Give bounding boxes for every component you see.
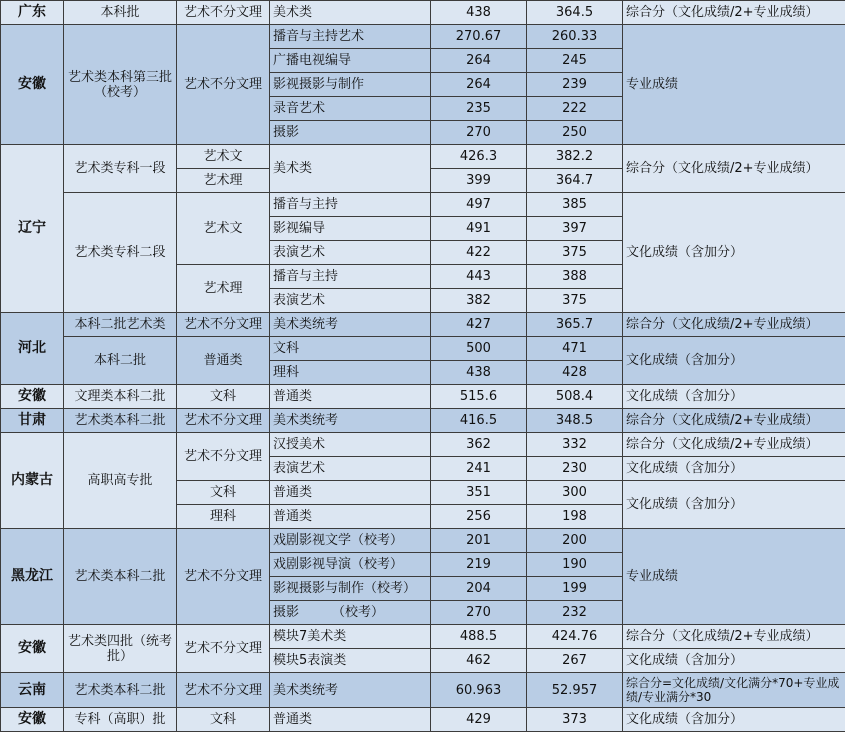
score-b-cell: 471 [527,337,623,361]
score-b-cell: 239 [527,73,623,97]
score-note-cell: 文化成绩（含加分） [623,193,845,313]
score-b-cell: 397 [527,217,623,241]
major-cell: 汉授美术 [270,433,431,457]
score-b-cell: 332 [527,433,623,457]
score-b-cell: 375 [527,289,623,313]
major-cell: 影视摄影与制作 [270,73,431,97]
major-cell: 模块7美术类 [270,625,431,649]
score-b-cell: 222 [527,97,623,121]
score-note-cell: 文化成绩（含加分） [623,457,845,481]
batch-cell: 本科二批 [64,337,177,385]
province-cell: 甘肃 [1,409,64,433]
province-cell: 内蒙古 [1,433,64,529]
score-a-cell: 270 [431,601,527,625]
score-note-cell: 综合分（文化成绩/2+专业成绩） [623,409,845,433]
batch-cell: 艺术类本科二批 [64,409,177,433]
score-note-cell: 综合分=文化成绩/文化满分*70+专业成绩/专业满分*30 [623,673,845,708]
table-row [1,409,845,433]
score-b-cell: 245 [527,49,623,73]
score-b-cell: 428 [527,361,623,385]
score-b-cell: 364.7 [527,169,623,193]
subject-cell: 文科 [177,385,270,409]
score-b-cell: 200 [527,529,623,553]
major-cell: 文科 [270,337,431,361]
batch-cell: 艺术类专科二段 [64,193,177,313]
province-cell: 安徽 [1,25,64,145]
major-cell: 广播电视编导 [270,49,431,73]
major-cell: 戏剧影视文学（校考） [270,529,431,553]
table-row [1,337,845,361]
score-a-cell: 497 [431,193,527,217]
batch-cell: 艺术类四批（统考批） [64,625,177,673]
subject-cell: 艺术文 [177,193,270,265]
table-row [1,625,845,649]
score-note-cell: 专业成绩 [623,529,845,625]
subject-cell: 理科 [177,505,270,529]
score-a-cell: 427 [431,313,527,337]
table-row [1,673,845,708]
major-cell: 播音与主持 [270,265,431,289]
subject-cell: 艺术文 [177,145,270,169]
table-row [1,193,845,217]
score-b-cell: 365.7 [527,313,623,337]
score-a-cell: 270 [431,121,527,145]
major-cell: 影视摄影与制作（校考） [270,577,431,601]
score-note-cell: 文化成绩（含加分） [623,649,845,673]
score-b-cell: 199 [527,577,623,601]
province-cell: 河北 [1,313,64,385]
score-a-cell: 500 [431,337,527,361]
score-b-cell: 250 [527,121,623,145]
score-b-cell: 348.5 [527,409,623,433]
score-a-cell: 438 [431,361,527,385]
score-a-cell: 462 [431,649,527,673]
subject-cell: 艺术不分文理 [177,433,270,481]
score-a-cell: 264 [431,49,527,73]
score-a-cell: 382 [431,289,527,313]
major-cell: 美术类统考 [270,409,431,433]
score-note-cell: 专业成绩 [623,25,845,145]
score-note-cell: 综合分（文化成绩/2+专业成绩） [623,313,845,337]
batch-cell: 本科二批艺术类 [64,313,177,337]
score-a-cell: 422 [431,241,527,265]
subject-cell: 文科 [177,708,270,732]
major-cell: 影视编导 [270,217,431,241]
batch-cell: 文理类本科二批 [64,385,177,409]
batch-cell: 艺术类本科第三批（校考） [64,25,177,145]
subject-cell: 艺术不分文理 [177,313,270,337]
score-a-cell: 443 [431,265,527,289]
score-a-cell: 60.963 [431,673,527,708]
major-cell: 播音与主持艺术 [270,25,431,49]
score-b-cell: 198 [527,505,623,529]
batch-cell: 专科（高职）批 [64,708,177,732]
batch-cell: 艺术类专科一段 [64,145,177,193]
subject-cell: 艺术不分文理 [177,1,270,25]
table-row [1,385,845,409]
score-b-cell: 373 [527,708,623,732]
score-a-cell: 256 [431,505,527,529]
major-cell: 理科 [270,361,431,385]
major-cell: 表演艺术 [270,289,431,313]
batch-cell: 艺术类本科二批 [64,673,177,708]
score-b-cell: 52.957 [527,673,623,708]
score-a-cell: 429 [431,708,527,732]
major-cell: 普通类 [270,385,431,409]
score-a-cell: 204 [431,577,527,601]
score-a-cell: 270.67 [431,25,527,49]
score-a-cell: 362 [431,433,527,457]
major-cell: 戏剧影视导演（校考） [270,553,431,577]
score-b-cell: 382.2 [527,145,623,169]
major-cell: 普通类 [270,481,431,505]
subject-cell: 艺术不分文理 [177,409,270,433]
major-cell: 播音与主持 [270,193,431,217]
score-note-cell: 综合分（文化成绩/2+专业成绩） [623,145,845,193]
score-a-cell: 235 [431,97,527,121]
score-a-cell: 491 [431,217,527,241]
score-note-cell: 综合分（文化成绩/2+专业成绩） [623,625,845,649]
province-cell: 辽宁 [1,145,64,313]
major-cell: 美术类统考 [270,313,431,337]
score-a-cell: 351 [431,481,527,505]
score-note-cell: 文化成绩（含加分） [623,708,845,732]
table-row [1,708,845,732]
score-b-cell: 267 [527,649,623,673]
score-b-cell: 364.5 [527,1,623,25]
score-b-cell: 375 [527,241,623,265]
subject-cell: 艺术不分文理 [177,529,270,625]
province-cell: 安徽 [1,385,64,409]
score-note-cell: 综合分（文化成绩/2+专业成绩） [623,433,845,457]
batch-cell: 艺术类本科二批 [64,529,177,625]
major-cell: 普通类 [270,708,431,732]
major-cell: 普通类 [270,505,431,529]
score-note-cell: 文化成绩（含加分） [623,337,845,385]
table-row [1,433,845,457]
major-cell: 表演艺术 [270,457,431,481]
score-note-cell: 综合分（文化成绩/2+专业成绩） [623,1,845,25]
score-a-cell: 264 [431,73,527,97]
table-row [1,145,845,169]
score-b-cell: 260.33 [527,25,623,49]
score-b-cell: 424.76 [527,625,623,649]
score-a-cell: 219 [431,553,527,577]
major-cell: 摄影 （校考） [270,601,431,625]
subject-cell: 艺术不分文理 [177,625,270,673]
major-cell: 摄影 [270,121,431,145]
subject-cell: 文科 [177,481,270,505]
major-cell: 表演艺术 [270,241,431,265]
score-a-cell: 488.5 [431,625,527,649]
subject-cell: 普通类 [177,337,270,385]
major-cell: 美术类统考 [270,673,431,708]
province-cell: 黑龙江 [1,529,64,625]
province-cell: 安徽 [1,708,64,732]
batch-cell: 本科批 [64,1,177,25]
score-a-cell: 426.3 [431,145,527,169]
score-b-cell: 508.4 [527,385,623,409]
batch-cell: 高职高专批 [64,433,177,529]
score-note-cell: 文化成绩（含加分） [623,385,845,409]
score-b-cell: 385 [527,193,623,217]
score-note-cell: 文化成绩（含加分） [623,481,845,529]
score-b-cell: 232 [527,601,623,625]
subject-cell: 艺术理 [177,265,270,313]
major-cell: 模块5表演类 [270,649,431,673]
subject-cell: 艺术不分文理 [177,25,270,145]
score-a-cell: 438 [431,1,527,25]
score-a-cell: 515.6 [431,385,527,409]
table-row [1,25,845,49]
major-cell: 美术类 [270,145,431,193]
score-a-cell: 241 [431,457,527,481]
score-a-cell: 416.5 [431,409,527,433]
province-cell: 安徽 [1,625,64,673]
score-b-cell: 300 [527,481,623,505]
province-cell: 云南 [1,673,64,708]
subject-cell: 艺术理 [177,169,270,193]
subject-cell: 艺术不分文理 [177,673,270,708]
province-cell: 广东 [1,1,64,25]
major-cell: 美术类 [270,1,431,25]
table-row [1,1,845,25]
score-b-cell: 388 [527,265,623,289]
table-row [1,529,845,553]
major-cell: 录音艺术 [270,97,431,121]
score-b-cell: 190 [527,553,623,577]
score-b-cell: 230 [527,457,623,481]
score-a-cell: 399 [431,169,527,193]
score-a-cell: 201 [431,529,527,553]
table-row [1,313,845,337]
